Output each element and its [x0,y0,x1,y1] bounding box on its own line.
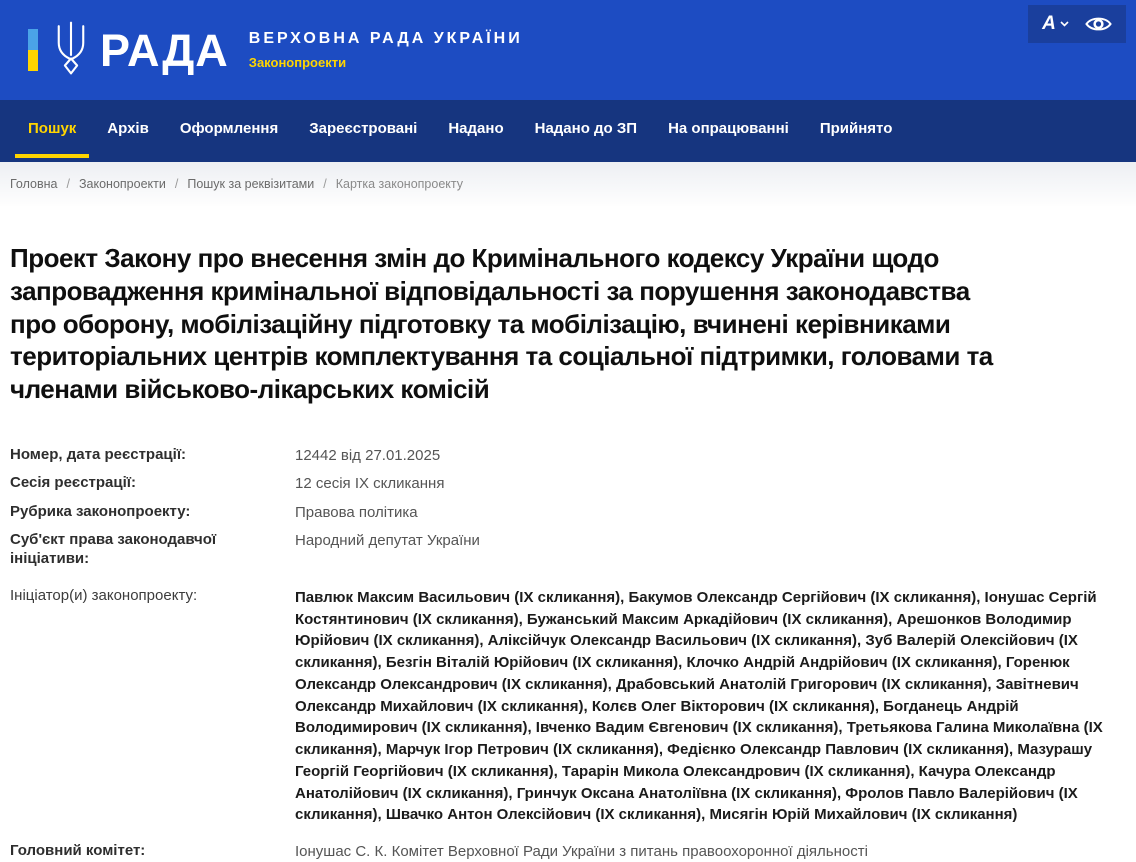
logo-rada-text: РАДА [100,24,229,76]
field-row-rubric [10,503,1126,523]
breadcrumb-separator: / [174,177,179,191]
nav-item-na-opratsiuvanni[interactable]: На опрацюванні [668,120,789,137]
initiators-list: Павлюк Максим Васильович (ІХ скликання), Бакумов Олександр Сергійович (ІХ скликання), Іонушас Сергій Костянтинович (ІХ скликання), Бужанський Максим Аркадійович (ІХ скликання), Арешонков Володимир Юрійович (ІХ скликання), Аліксійчук Олександр Васильович (ІХ скликання), Зуб Валерій Олексійович (ІХ скликання), Безгін Віталій Юрійович (ІХ скликання), Клочко Андрій Андрійович (ІХ скликання), Горенюк Олександр Олександрович (ІХ скликання), Драбовський Анатолій Григорович (ІХ скликання), Завітневич Олександр Михайлович (ІХ скликання), Колєв Олег Вікторович (ІХ скликання), Богданець Андрій Володимирович (ІХ скликання), Івченко Вадим Євгенович (ІХ скликання), Третьякова Галина Миколаївна (ІХ скликання), Марчук Ігор Петрович (ІХ скликання), Федієнко Олександр Павлович (ІХ скликання), Мазурашу Георгій Георгійович (ІХ скликання), Тарарін Микола Олександрович (ІХ скликання), Качура Олександр Анатолійович (ІХ скликання), Гринчук Оксана Анатоліївна (ІХ скликання), Фролов Павло Валерійович (ІХ скликання), Швачко Антон Олексійович (ІХ скликання), Мисягін Юрій Михайлович (ІХ скликання) [295,588,1103,824]
breadcrumb-home[interactable]: Головна [10,177,58,191]
field-value: Іонушас С. К. Комітет Верховної Ради України з питань правоохоронної діяльності [295,843,868,860]
bill-card [0,206,1136,862]
bill-title: Проект Закону про внесення змін до Кримінального кодексу України щодо запровадження кримінальної відповідальності за порушення законодавства про оборону, мобілізаційну підготовку та мобілізацію, вчинені керівниками територіальних центрів комплектування та соціальної підтримки, головами та членами військово-лікарських комісій [10,243,993,404]
field-label: Номер, дата реєстрації: [10,445,187,463]
nav-item-oformlennia[interactable]: Оформлення [179,120,279,137]
breadcrumb-zakonoproekty[interactable]: Законопроекти [78,177,166,191]
field-value: Правова політика [295,503,418,521]
nav-item-poshuk[interactable]: Пошук [15,100,89,158]
nav-item-nadano[interactable]: Надано [448,120,504,137]
field-label: Ініціатор(и) законопроекту: [10,586,198,604]
nav-item-arkhiv[interactable]: Архів [107,120,149,137]
field-row-initiators [10,587,1126,826]
nav-item-nadano-do-zp[interactable]: Надано до ЗП [534,120,638,137]
rada-logo[interactable] [28,20,523,81]
font-size-label: A [1042,13,1056,34]
site-subtitle: Законопроекти [248,55,347,70]
ukraine-flag-stripe [28,29,38,71]
font-size-control[interactable] [1042,13,1069,35]
field-row-session [10,474,1126,494]
field-value: 12 сесія ІХ скликання [295,475,445,493]
breadcrumb-poshuk-za-rekvizytamy[interactable]: Пошук за реквізитами [187,177,315,191]
field-value: 12442 від 27.01.2025 [295,446,441,464]
chevron-down-icon [1060,21,1069,27]
breadcrumb-separator: / [66,177,70,191]
breadcrumb-separator: / [323,177,327,191]
field-label: Суб'єкт права законодавчої ініціативи: [10,531,217,567]
field-label: Рубрика законопроекту: [10,502,191,520]
field-label: Сесія реєстрації: [10,474,136,492]
site-title: ВЕРХОВНА РАДА УКРАЇНИ [248,30,523,47]
main-nav [0,100,1136,162]
field-label: Головний комітет: [10,842,146,859]
trident-icon [50,20,92,81]
nav-item-zareiestrovani[interactable]: Зареєстровані [309,120,418,137]
breadcrumb [0,162,1136,206]
nav-item-pryiniato[interactable]: Прийнято [819,120,893,137]
field-row-subject [10,531,1126,569]
field-row-main-committee [10,842,1126,862]
field-value: Народний депутат України [295,532,480,550]
breadcrumb-kartka: Картка законопроекту [335,177,464,191]
field-row-registration [10,446,1126,466]
header-controls [1028,5,1126,43]
eye-icon[interactable] [1085,15,1112,33]
site-header [0,0,1136,100]
